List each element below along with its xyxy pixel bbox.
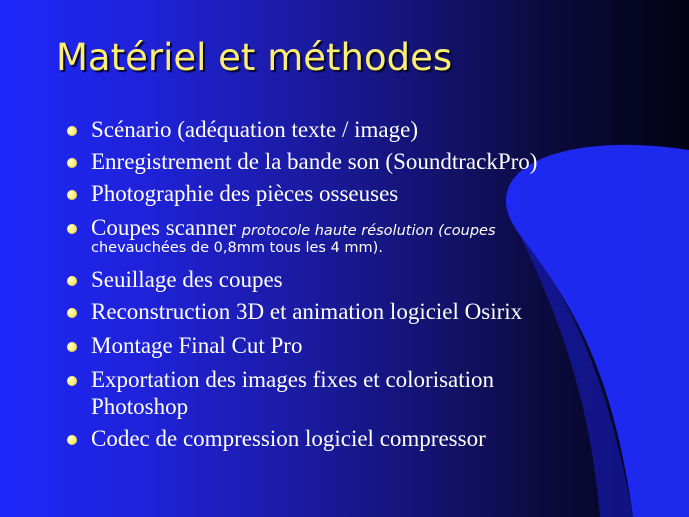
bullet-icon: [67, 224, 77, 234]
bullet-icon: [67, 276, 77, 286]
bullet-icon: [67, 190, 77, 200]
bullet-text: Codec de compression logiciel compressor: [91, 426, 486, 451]
bullet-text: Montage Final Cut Pro: [91, 333, 303, 358]
bullet-icon: [67, 435, 77, 445]
bullet-icon: [67, 158, 77, 168]
bullet-text: Seuillage des coupes: [91, 267, 283, 292]
bullet-icon: [67, 376, 77, 386]
bullet-icon: [67, 308, 77, 318]
bullet-icon: [67, 126, 77, 136]
bullet-note: protocole haute résolution (coupes: [241, 223, 496, 239]
slide-title: Matériel et méthodes: [56, 36, 453, 79]
bullet-text: Photographie des pièces osseuses: [91, 181, 399, 206]
bullet-continuation: chevauchées de 0,8mm tous les 4 mm).: [91, 240, 383, 256]
bullet-main-text: Coupes scanner: [91, 215, 236, 240]
bullet-text: Scénario (adéquation texte / image): [91, 117, 418, 142]
bullet-text: Reconstruction 3D et animation logiciel Osirix: [91, 299, 523, 324]
bullet-text: [91, 216, 496, 239]
bullet-icon: [67, 342, 77, 352]
bullet-continuation: Photoshop: [91, 394, 189, 419]
bullet-text: Enregistrement de la bande son (SoundtrackPro): [91, 149, 538, 174]
bullet-text: Exportation des images fixes et colorisation: [91, 367, 495, 392]
